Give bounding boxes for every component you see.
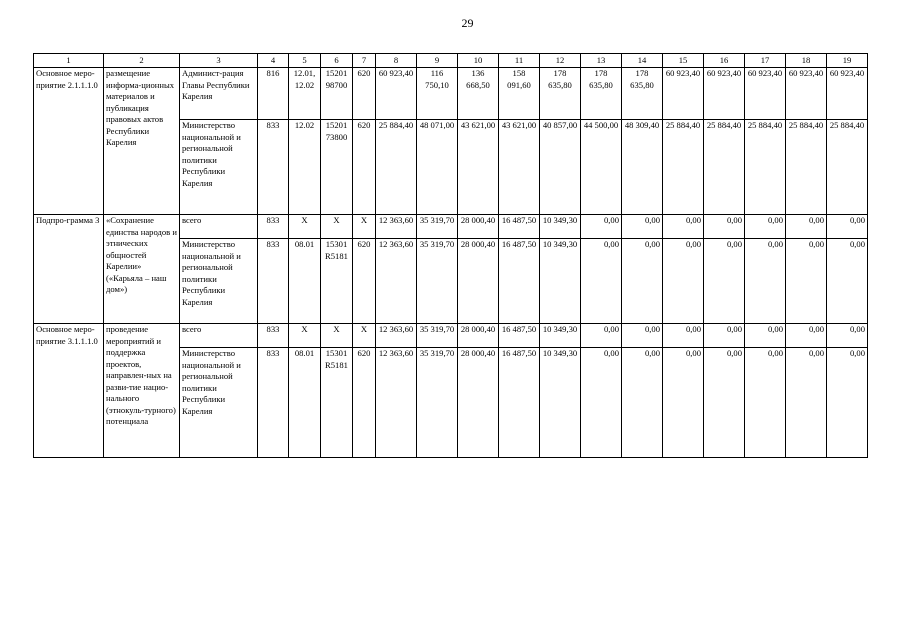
value-cell: 0,00	[622, 215, 663, 239]
column-header: 5	[289, 54, 321, 68]
column-header: 2	[104, 54, 180, 68]
value-cell: 16 487,50	[499, 215, 540, 239]
value-cell: 0,00	[581, 348, 622, 458]
column-number-row	[34, 54, 868, 68]
section-cell: Х	[289, 215, 321, 239]
column-header: 3	[180, 54, 258, 68]
value-cell: 28 000,40	[458, 348, 499, 458]
value-cell: 43 621,00	[458, 120, 499, 215]
value-cell: 48 309,40	[622, 120, 663, 215]
value-cell: 28 000,40	[458, 215, 499, 239]
value-cell: 10 349,30	[540, 215, 581, 239]
target-article-cell: 15201 73800	[321, 120, 353, 215]
value-cell: 40 857,00	[540, 120, 581, 215]
value-cell: 0,00	[622, 324, 663, 348]
value-cell: 44 500,00	[581, 120, 622, 215]
page-number: 29	[461, 16, 474, 30]
value-cell: 10 349,30	[540, 239, 581, 324]
value-cell: 35 319,70	[417, 324, 458, 348]
target-article-cell: Х	[321, 324, 353, 348]
value-cell: 0,00	[622, 348, 663, 458]
value-cell: 0,00	[827, 239, 868, 324]
value-cell: 25 884,40	[827, 120, 868, 215]
value-cell: 12 363,60	[376, 348, 417, 458]
grbs-cell: 833	[258, 120, 289, 215]
value-cell: 25 884,40	[745, 120, 786, 215]
value-cell: 12 363,60	[376, 239, 417, 324]
column-header: 15	[663, 54, 704, 68]
section-cell: 08.01	[289, 239, 321, 324]
value-cell: 0,00	[663, 348, 704, 458]
value-cell: 0,00	[704, 215, 745, 239]
value-cell: 48 071,00	[417, 120, 458, 215]
value-cell: 0,00	[622, 239, 663, 324]
target-article-cell: 15301 R5181	[321, 348, 353, 458]
column-header: 13	[581, 54, 622, 68]
value-cell: 60 923,40	[376, 68, 417, 120]
target-article-cell: 15201 98700	[321, 68, 353, 120]
grbs-cell: 833	[258, 239, 289, 324]
grbs-cell: 816	[258, 68, 289, 120]
expense-type-cell: 620	[353, 239, 376, 324]
section-cell: 12.02	[289, 120, 321, 215]
column-header: 14	[622, 54, 663, 68]
program-code-cell: Подпро-грамма 3	[34, 215, 104, 324]
value-cell: 16 487,50	[499, 324, 540, 348]
column-header: 6	[321, 54, 353, 68]
expense-type-cell: Х	[353, 324, 376, 348]
value-cell: 0,00	[704, 324, 745, 348]
value-cell: 10 349,30	[540, 324, 581, 348]
value-cell: 0,00	[704, 239, 745, 324]
value-cell: 0,00	[663, 239, 704, 324]
value-cell: 0,00	[581, 239, 622, 324]
value-cell: 0,00	[786, 348, 827, 458]
value-cell: 178 635,80	[622, 68, 663, 120]
grbs-cell: 833	[258, 348, 289, 458]
table-row	[34, 324, 868, 348]
column-header: 9	[417, 54, 458, 68]
value-cell: 25 884,40	[663, 120, 704, 215]
value-cell: 0,00	[786, 239, 827, 324]
executor-cell: Министерство национальной и региональной политики Республики Карелия	[180, 120, 258, 215]
table-row	[34, 215, 868, 239]
column-header: 1	[34, 54, 104, 68]
section-cell: 08.01	[289, 348, 321, 458]
column-header: 17	[745, 54, 786, 68]
column-header: 11	[499, 54, 540, 68]
value-cell: 60 923,40	[745, 68, 786, 120]
executor-cell: всего	[180, 215, 258, 239]
expense-type-cell: 620	[353, 68, 376, 120]
value-cell: 158 091,60	[499, 68, 540, 120]
value-cell: 0,00	[581, 324, 622, 348]
column-header: 16	[704, 54, 745, 68]
value-cell: 178 635,80	[581, 68, 622, 120]
column-header: 19	[827, 54, 868, 68]
target-article-cell: Х	[321, 215, 353, 239]
target-article-cell: 15301 R5181	[321, 239, 353, 324]
value-cell: 16 487,50	[499, 348, 540, 458]
program-name-cell: «Сохранение единства народов и этнических общностей Карелии» («Карьяла – наш дом»)	[104, 215, 180, 324]
value-cell: 178 635,80	[540, 68, 581, 120]
value-cell: 60 923,40	[786, 68, 827, 120]
value-cell: 43 621,00	[499, 120, 540, 215]
executor-cell: Админист-рация Главы Республики Карелия	[180, 68, 258, 120]
value-cell: 116 750,10	[417, 68, 458, 120]
value-cell: 35 319,70	[417, 239, 458, 324]
section-cell: 12.01, 12.02	[289, 68, 321, 120]
column-header: 7	[353, 54, 376, 68]
value-cell: 28 000,40	[458, 324, 499, 348]
column-header: 18	[786, 54, 827, 68]
section-cell: Х	[289, 324, 321, 348]
value-cell: 35 319,70	[417, 215, 458, 239]
value-cell: 60 923,40	[704, 68, 745, 120]
table-row	[34, 68, 868, 120]
value-cell: 35 319,70	[417, 348, 458, 458]
value-cell: 60 923,40	[663, 68, 704, 120]
value-cell: 0,00	[581, 215, 622, 239]
value-cell: 0,00	[663, 324, 704, 348]
value-cell: 25 884,40	[786, 120, 827, 215]
value-cell: 12 363,60	[376, 324, 417, 348]
executor-cell: всего	[180, 324, 258, 348]
expense-type-cell: 620	[353, 348, 376, 458]
value-cell: 0,00	[745, 348, 786, 458]
budget-table	[33, 53, 868, 458]
value-cell: 0,00	[827, 324, 868, 348]
value-cell: 0,00	[663, 215, 704, 239]
column-header: 4	[258, 54, 289, 68]
value-cell: 0,00	[827, 215, 868, 239]
value-cell: 0,00	[745, 324, 786, 348]
program-code-cell: Основное меро-приятие 3.1.1.1.0	[34, 324, 104, 458]
value-cell: 0,00	[704, 348, 745, 458]
value-cell: 0,00	[745, 239, 786, 324]
value-cell: 0,00	[786, 215, 827, 239]
value-cell: 0,00	[827, 348, 868, 458]
program-name-cell: размещение информа-ционных материалов и публикация правовых актов Республики Карелия	[104, 68, 180, 215]
column-header: 8	[376, 54, 417, 68]
grbs-cell: 833	[258, 324, 289, 348]
program-name-cell: проведение мероприятий и поддержка проектов, направлен-ных на разви-тие нацио-нального (этнокуль-турного) потенциала	[104, 324, 180, 458]
column-header: 12	[540, 54, 581, 68]
program-code-cell: Основное меро-приятие 2.1.1.1.0	[34, 68, 104, 215]
value-cell: 136 668,50	[458, 68, 499, 120]
column-header: 10	[458, 54, 499, 68]
executor-cell: Министерство национальной и региональной политики Республики Карелия	[180, 239, 258, 324]
expense-type-cell: 620	[353, 120, 376, 215]
value-cell: 28 000,40	[458, 239, 499, 324]
value-cell: 25 884,40	[376, 120, 417, 215]
value-cell: 10 349,30	[540, 348, 581, 458]
value-cell: 25 884,40	[704, 120, 745, 215]
value-cell: 12 363,60	[376, 215, 417, 239]
value-cell: 60 923,40	[827, 68, 868, 120]
expense-type-cell: Х	[353, 215, 376, 239]
value-cell: 0,00	[745, 215, 786, 239]
executor-cell: Министерство национальной и региональной политики Республики Карелия	[180, 348, 258, 458]
grbs-cell: 833	[258, 215, 289, 239]
value-cell: 0,00	[786, 324, 827, 348]
value-cell: 16 487,50	[499, 239, 540, 324]
